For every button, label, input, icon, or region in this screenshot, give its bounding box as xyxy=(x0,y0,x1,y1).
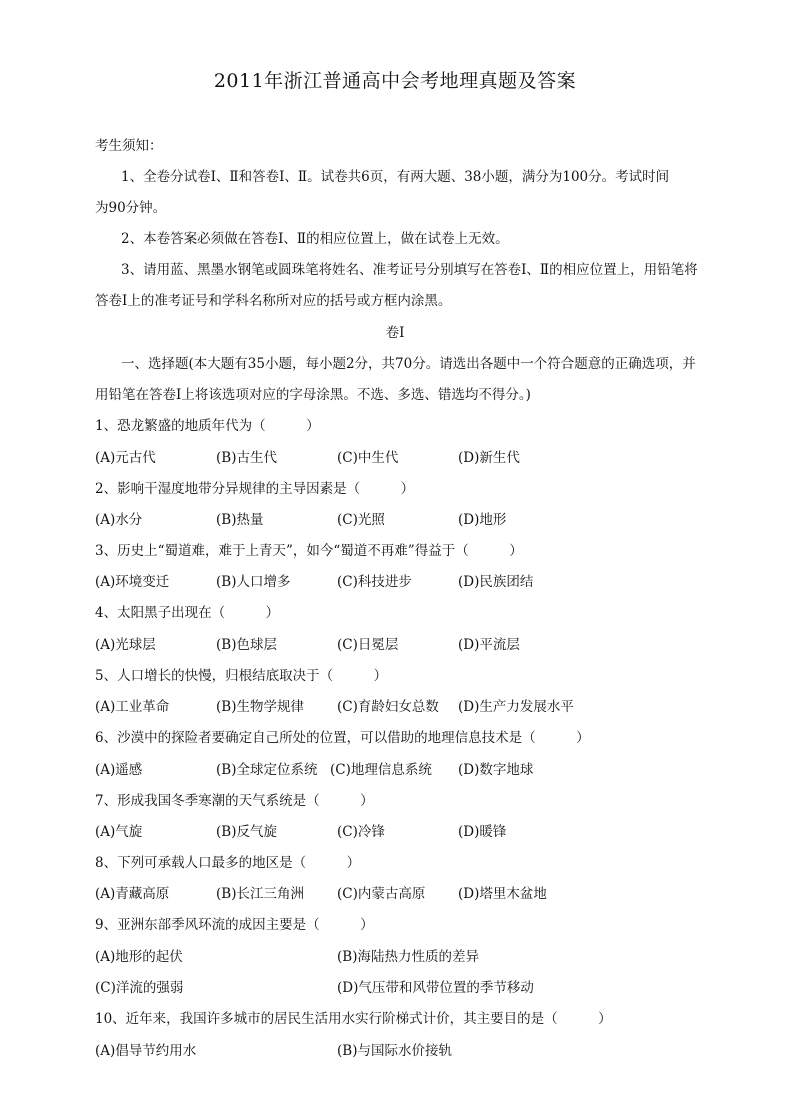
notice-item-1-cont: 为90分钟。 xyxy=(95,200,167,216)
notice-heading: 考生须知： xyxy=(95,138,163,154)
option-b: (B)反气旋 xyxy=(216,824,277,840)
option-c: (C)中生代 xyxy=(337,450,399,466)
option-a: (A)倡导节约用水 xyxy=(95,1043,197,1059)
option-b: (B)全球定位系统 xyxy=(216,762,318,778)
option-d: (D)民族团结 xyxy=(458,574,534,590)
option-c: (C)地理信息系统 xyxy=(330,762,432,778)
option-a: (A)光球层 xyxy=(95,637,156,653)
option-c: (C)科技进步 xyxy=(337,574,412,590)
section-intro-cont: 用铅笔在答卷Ⅰ上将该选项对应的字母涂黑。不选、多选、错选均不得分。) xyxy=(95,387,531,403)
option-d: (D)新生代 xyxy=(458,450,520,466)
option-d: (D)平流层 xyxy=(458,637,520,653)
option-c: (C)洋流的强弱 xyxy=(95,980,184,996)
option-b: (B)与国际水价接轨 xyxy=(337,1043,452,1059)
question-stem: 7、形成我国冬季寒潮的天气系统是（ ） xyxy=(95,793,374,809)
option-b: (B)色球层 xyxy=(216,637,277,653)
option-d: (D)塔里木盆地 xyxy=(458,886,547,902)
notice-item-2: 2、本卷答案必须做在答卷Ⅰ、Ⅱ的相应位置上，做在试卷上无效。 xyxy=(121,231,509,247)
notice-item-1: 1、全卷分试卷Ⅰ、Ⅱ和答卷Ⅰ、Ⅱ。试卷共6页，有两大题、38小题，满分为100分。考试时间 xyxy=(121,169,670,185)
question-stem: 3、历史上“蜀道难，难于上青天”，如今“蜀道不再难”得益于（ ） xyxy=(95,543,523,559)
question-stem: 1、恐龙繁盛的地质年代为（ ） xyxy=(95,418,320,434)
section-label: 卷Ⅰ xyxy=(385,325,405,341)
question-stem: 2、影响干湿度地带分异规律的主导因素是（ ） xyxy=(95,481,415,497)
option-d: (D)地形 xyxy=(458,512,507,528)
option-d: (D)气压带和风带位置的季节移动 xyxy=(337,980,534,996)
option-d: (D)生产力发展水平 xyxy=(458,699,574,715)
question-stem: 8、下列可承载人口最多的地区是（ ） xyxy=(95,855,361,871)
option-d: (D)数字地球 xyxy=(458,762,534,778)
option-a: (A)青藏高原 xyxy=(95,886,170,902)
notice-item-3: 3、请用蓝、黑墨水钢笔或圆珠笔将姓名、准考证号分别填写在答卷Ⅰ、Ⅱ的相应位置上，用铅笔将 xyxy=(121,262,698,278)
question-stem: 5、人口增长的快慢，归根结底取决于（ ） xyxy=(95,668,388,684)
option-c: (C)育龄妇女总数 xyxy=(337,699,439,715)
page-title: 2011年浙江普通高中会考地理真题及答案 xyxy=(213,70,577,92)
option-b: (B)海陆热力性质的差异 xyxy=(337,949,479,965)
question-stem: 9、亚洲东部季风环流的成因主要是（ ） xyxy=(95,917,374,933)
question-stem: 4、太阳黑子出现在（ ） xyxy=(95,605,280,621)
option-b: (B)热量 xyxy=(216,512,264,528)
notice-item-3-cont: 答卷Ⅰ上的准考证号和学科名称所对应的括号或方框内涂黑。 xyxy=(95,293,452,309)
option-c: (C)内蒙古高原 xyxy=(337,886,426,902)
question-stem: 10、近年来，我国许多城市的居民生活用水实行阶梯式计价，其主要目的是（ ） xyxy=(95,1011,612,1027)
question-stem: 6、沙漠中的探险者要确定自己所处的位置，可以借助的地理信息技术是（ ） xyxy=(95,730,590,746)
option-a: (A)环境变迁 xyxy=(95,574,170,590)
option-c: (C)日冕层 xyxy=(337,637,399,653)
option-c: (C)冷锋 xyxy=(337,824,385,840)
option-a: (A)地形的起伏 xyxy=(95,949,183,965)
section-intro: 一、选择题(本大题有35小题，每小题2分，共70分。请选出各题中一个符合题意的正确选项，并 xyxy=(121,356,696,372)
option-b: (B)长江三角洲 xyxy=(216,886,304,902)
option-a: (A)元古代 xyxy=(95,450,156,466)
option-b: (B)生物学规律 xyxy=(216,699,304,715)
option-d: (D)暖锋 xyxy=(458,824,507,840)
option-a: (A)工业革命 xyxy=(95,699,170,715)
option-a: (A)水分 xyxy=(95,512,143,528)
option-b: (B)古生代 xyxy=(216,450,277,466)
option-a: (A)遥感 xyxy=(95,762,143,778)
option-a: (A)气旋 xyxy=(95,824,143,840)
option-c: (C)光照 xyxy=(337,512,385,528)
option-b: (B)人口增多 xyxy=(216,574,291,590)
